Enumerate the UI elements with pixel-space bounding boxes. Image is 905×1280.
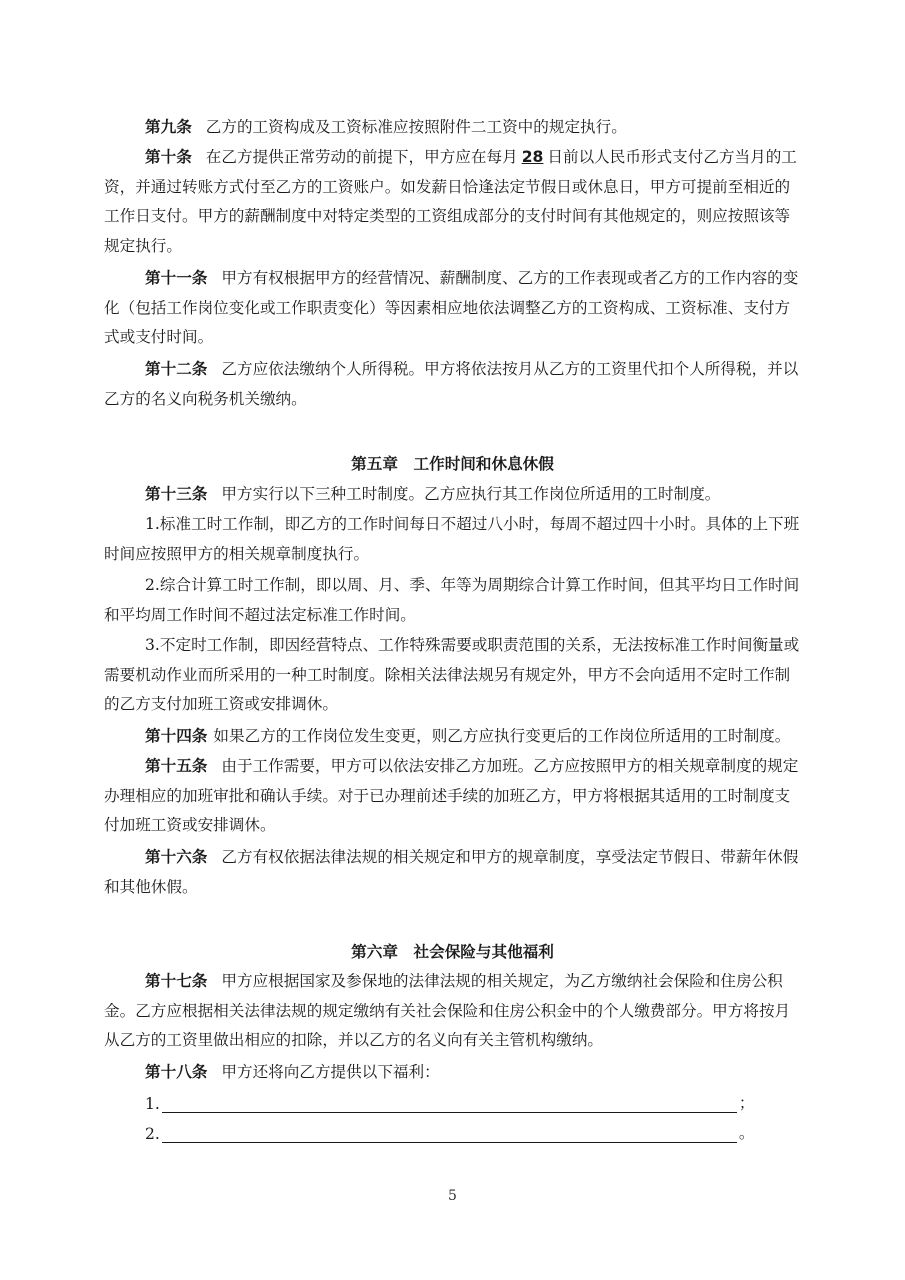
- article-13-item-1: 1.标准工时工作制，即乙方的工作时间每日不超过八小时，每周不超过四十小时。具体的上下班时间应按照甲方的相关规章制度执行。: [104, 515, 800, 563]
- article-13-item-2: 2.综合计算工时工作制，即以周、月、季、年等为周期综合计算工作时间，但其平均日工作时间和平均周工作时间不超过法定标准工作时间。: [104, 576, 800, 624]
- article-title: 第十五条: [145, 757, 208, 775]
- benefit-number: 2.: [145, 1125, 160, 1143]
- benefit-blank-1[interactable]: [145, 1091, 755, 1113]
- benefit-end-punct: ；: [738, 1094, 755, 1112]
- article-16: [104, 843, 804, 902]
- article-11: [104, 264, 804, 353]
- article-14: [104, 722, 804, 752]
- article-title: 第十六条: [145, 848, 208, 866]
- benefit-blank-2[interactable]: [145, 1121, 755, 1143]
- article-text: 甲方还将向乙方提供以下福利：: [221, 1063, 440, 1081]
- article-18: [104, 1058, 804, 1088]
- benefit-end-punct: 。: [738, 1124, 755, 1142]
- article-12: [104, 355, 804, 414]
- article-text: 甲方应根据国家及参保地的法律法规的相关规定，为乙方缴纳社会保险和住房公积金。乙方应根据相关法律法规的规定缴纳有关社会保险和住房公积金中的个人缴费部分。甲方将按月从乙方的工资里做出相应的扣除，并以乙方的名义向有关主管机构缴纳。: [104, 972, 791, 1049]
- article-13-item-3: 3.不定时工作制，即因经营特点、工作特殊需要或职责范围的关系，无法按标准工作时间衡量或需要机动作业而所采用的一种工时制度。除相关法律法规另有规定外，甲方不会向适用不定时工作制的乙方支付加班工资或安排调休。: [104, 636, 800, 713]
- article-title: 第十三条: [145, 485, 208, 503]
- article-title: 第十七条: [145, 972, 208, 990]
- article-text: 如果乙方的工作岗位发生变更，则乙方应执行变更后的工作岗位所适用的工时制度。: [213, 727, 791, 745]
- article-text: 乙方有权依据法律法规的相关规定和甲方的规章制度，享受法定节假日、带薪年休假和其他休假。: [104, 848, 799, 896]
- blank-underline[interactable]: [162, 1094, 737, 1113]
- page-number: 5: [448, 1188, 457, 1204]
- article-text: 日前以人民币形式支付乙方当月的工资，并通过转账方式付至乙方的工资账户。如发薪日恰逢法定节假日或休息日，甲方可提前至相近的工作日支付。甲方的薪酬制度中对特定类型的工资组成部分的支付时间有其他规定的，则应按照该等规定执行。: [104, 148, 797, 255]
- article-title: 第十一条: [145, 269, 208, 287]
- article-text: 甲方实行以下三种工时制度。乙方应执行其工作岗位所适用的工时制度。: [221, 485, 721, 503]
- article-17: [104, 967, 804, 1056]
- article-10: [104, 143, 804, 261]
- article-text: 甲方有权根据甲方的经营情况、薪酬制度、乙方的工作表现或者乙方的工作内容的变化（包括工作岗位变化或工作职责变化）等因素相应地依法调整乙方的工资构成、工资标准、支付方式或支付时间。: [104, 269, 799, 346]
- article-title: 第十二条: [145, 360, 208, 378]
- article-text: 乙方的工资构成及工资标准应按照附件二工资中的规定执行。: [205, 118, 627, 136]
- chapter-heading-5: 第五章 工作时间和休息休假: [351, 455, 554, 473]
- article-title: 第十四条: [145, 727, 208, 745]
- blank-underline[interactable]: [162, 1124, 737, 1143]
- article-title: 第十条: [145, 148, 192, 166]
- article-13: [104, 480, 804, 510]
- article-title: 第九条: [145, 118, 192, 136]
- pay-day-value: 28: [521, 148, 544, 166]
- benefit-number: 1.: [145, 1095, 160, 1113]
- article-text: 乙方应依法缴纳个人所得税。甲方将依法按月从乙方的工资里代扣个人所得税，并以乙方的名义向税务机关缴纳。: [104, 360, 799, 408]
- article-15: [104, 752, 804, 841]
- article-text: 由于工作需要，甲方可以依法安排乙方加班。乙方应按照甲方的相关规章制度的规定办理相应的加班审批和确认手续。对于已办理前述手续的加班乙方，甲方将根据其适用的工时制度支付加班工资或安排调休。: [104, 757, 799, 834]
- chapter-heading-6: 第六章 社会保险与其他福利: [351, 943, 554, 961]
- article-text: 在乙方提供正常劳动的前提下，甲方应在每月: [205, 148, 518, 166]
- article-9: [104, 113, 804, 143]
- article-title: 第十八条: [145, 1063, 208, 1081]
